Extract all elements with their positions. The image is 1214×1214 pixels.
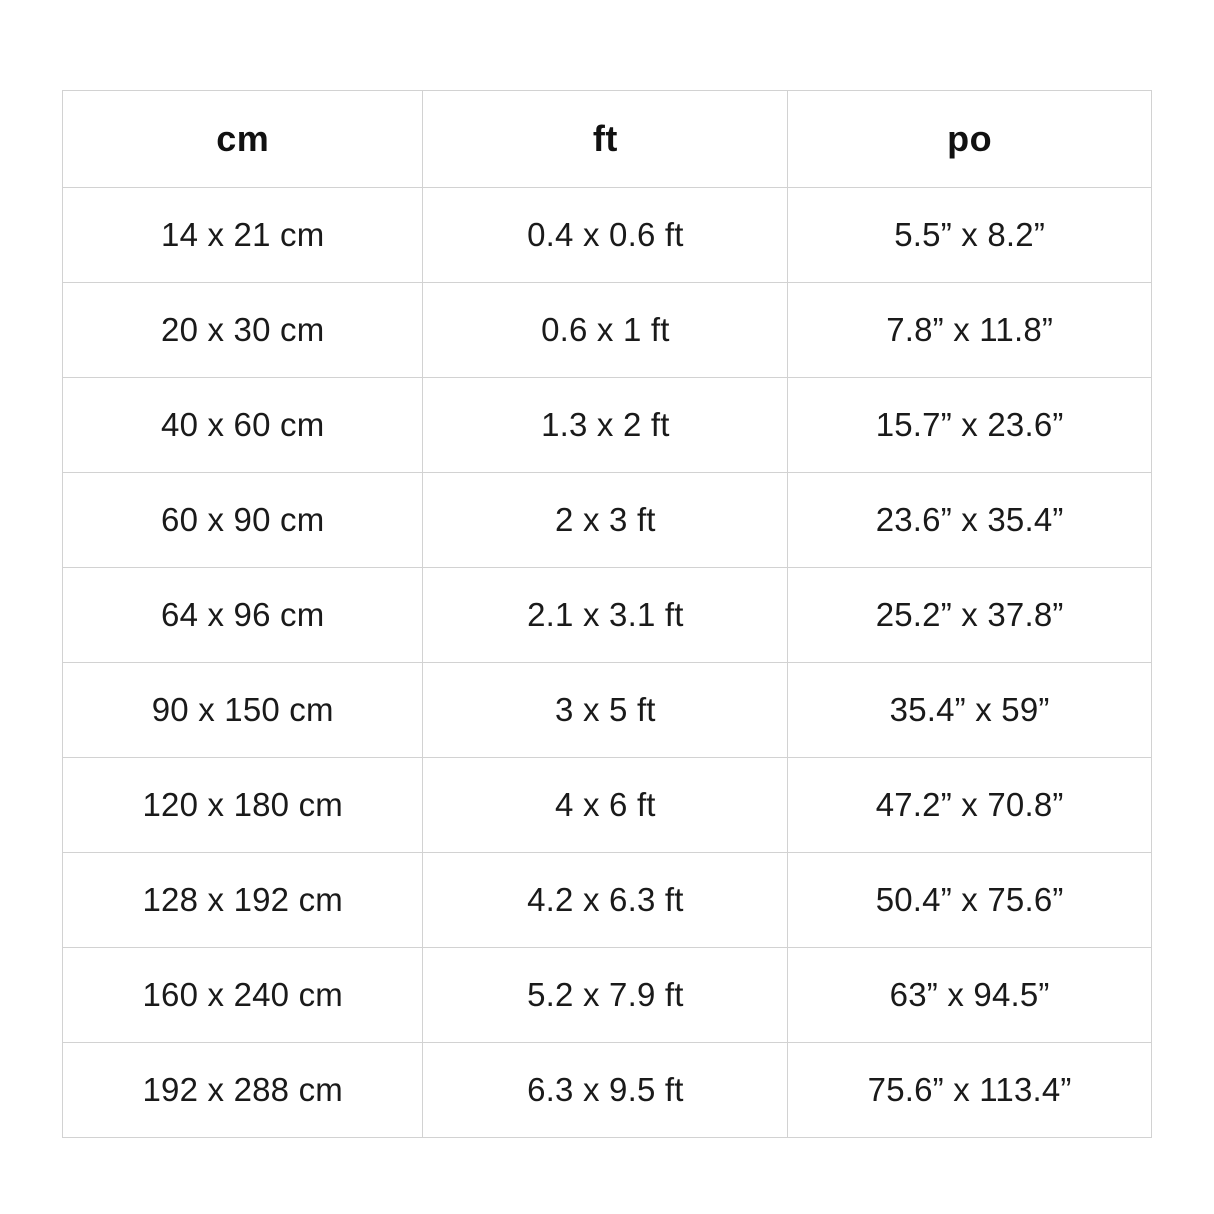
cell-po: 50.4” x 75.6” xyxy=(788,853,1152,948)
cell-po: 15.7” x 23.6” xyxy=(788,378,1152,473)
cell-po: 7.8” x 11.8” xyxy=(788,283,1152,378)
size-conversion-table xyxy=(62,90,1152,1138)
cell-po: 47.2” x 70.8” xyxy=(788,758,1152,853)
cell-ft: 1.3 x 2 ft xyxy=(423,378,788,473)
table-row xyxy=(63,758,1152,853)
size-conversion-table-wrapper xyxy=(62,90,1152,1124)
table-row xyxy=(63,1043,1152,1138)
cell-cm: 160 x 240 cm xyxy=(63,948,423,1043)
cell-ft: 2.1 x 3.1 ft xyxy=(423,568,788,663)
table-header xyxy=(63,91,1152,188)
cell-ft: 0.4 x 0.6 ft xyxy=(423,188,788,283)
cell-ft: 2 x 3 ft xyxy=(423,473,788,568)
cell-po: 23.6” x 35.4” xyxy=(788,473,1152,568)
column-header-po: po xyxy=(788,91,1152,188)
cell-ft: 4 x 6 ft xyxy=(423,758,788,853)
table-row xyxy=(63,948,1152,1043)
cell-po: 5.5” x 8.2” xyxy=(788,188,1152,283)
cell-ft: 6.3 x 9.5 ft xyxy=(423,1043,788,1138)
table-row xyxy=(63,378,1152,473)
cell-cm: 90 x 150 cm xyxy=(63,663,423,758)
column-header-cm: cm xyxy=(63,91,423,188)
table-row xyxy=(63,283,1152,378)
cell-cm: 120 x 180 cm xyxy=(63,758,423,853)
table-row xyxy=(63,568,1152,663)
cell-ft: 3 x 5 ft xyxy=(423,663,788,758)
cell-ft: 5.2 x 7.9 ft xyxy=(423,948,788,1043)
cell-cm: 192 x 288 cm xyxy=(63,1043,423,1138)
cell-po: 63” x 94.5” xyxy=(788,948,1152,1043)
cell-cm: 14 x 21 cm xyxy=(63,188,423,283)
table-header-row xyxy=(63,91,1152,188)
cell-po: 75.6” x 113.4” xyxy=(788,1043,1152,1138)
table-row xyxy=(63,473,1152,568)
cell-cm: 20 x 30 cm xyxy=(63,283,423,378)
cell-cm: 128 x 192 cm xyxy=(63,853,423,948)
cell-ft: 4.2 x 6.3 ft xyxy=(423,853,788,948)
cell-po: 35.4” x 59” xyxy=(788,663,1152,758)
table-body xyxy=(63,188,1152,1138)
cell-cm: 40 x 60 cm xyxy=(63,378,423,473)
cell-cm: 60 x 90 cm xyxy=(63,473,423,568)
table-row xyxy=(63,853,1152,948)
column-header-ft: ft xyxy=(423,91,788,188)
table-row xyxy=(63,663,1152,758)
cell-cm: 64 x 96 cm xyxy=(63,568,423,663)
cell-po: 25.2” x 37.8” xyxy=(788,568,1152,663)
cell-ft: 0.6 x 1 ft xyxy=(423,283,788,378)
table-row xyxy=(63,188,1152,283)
